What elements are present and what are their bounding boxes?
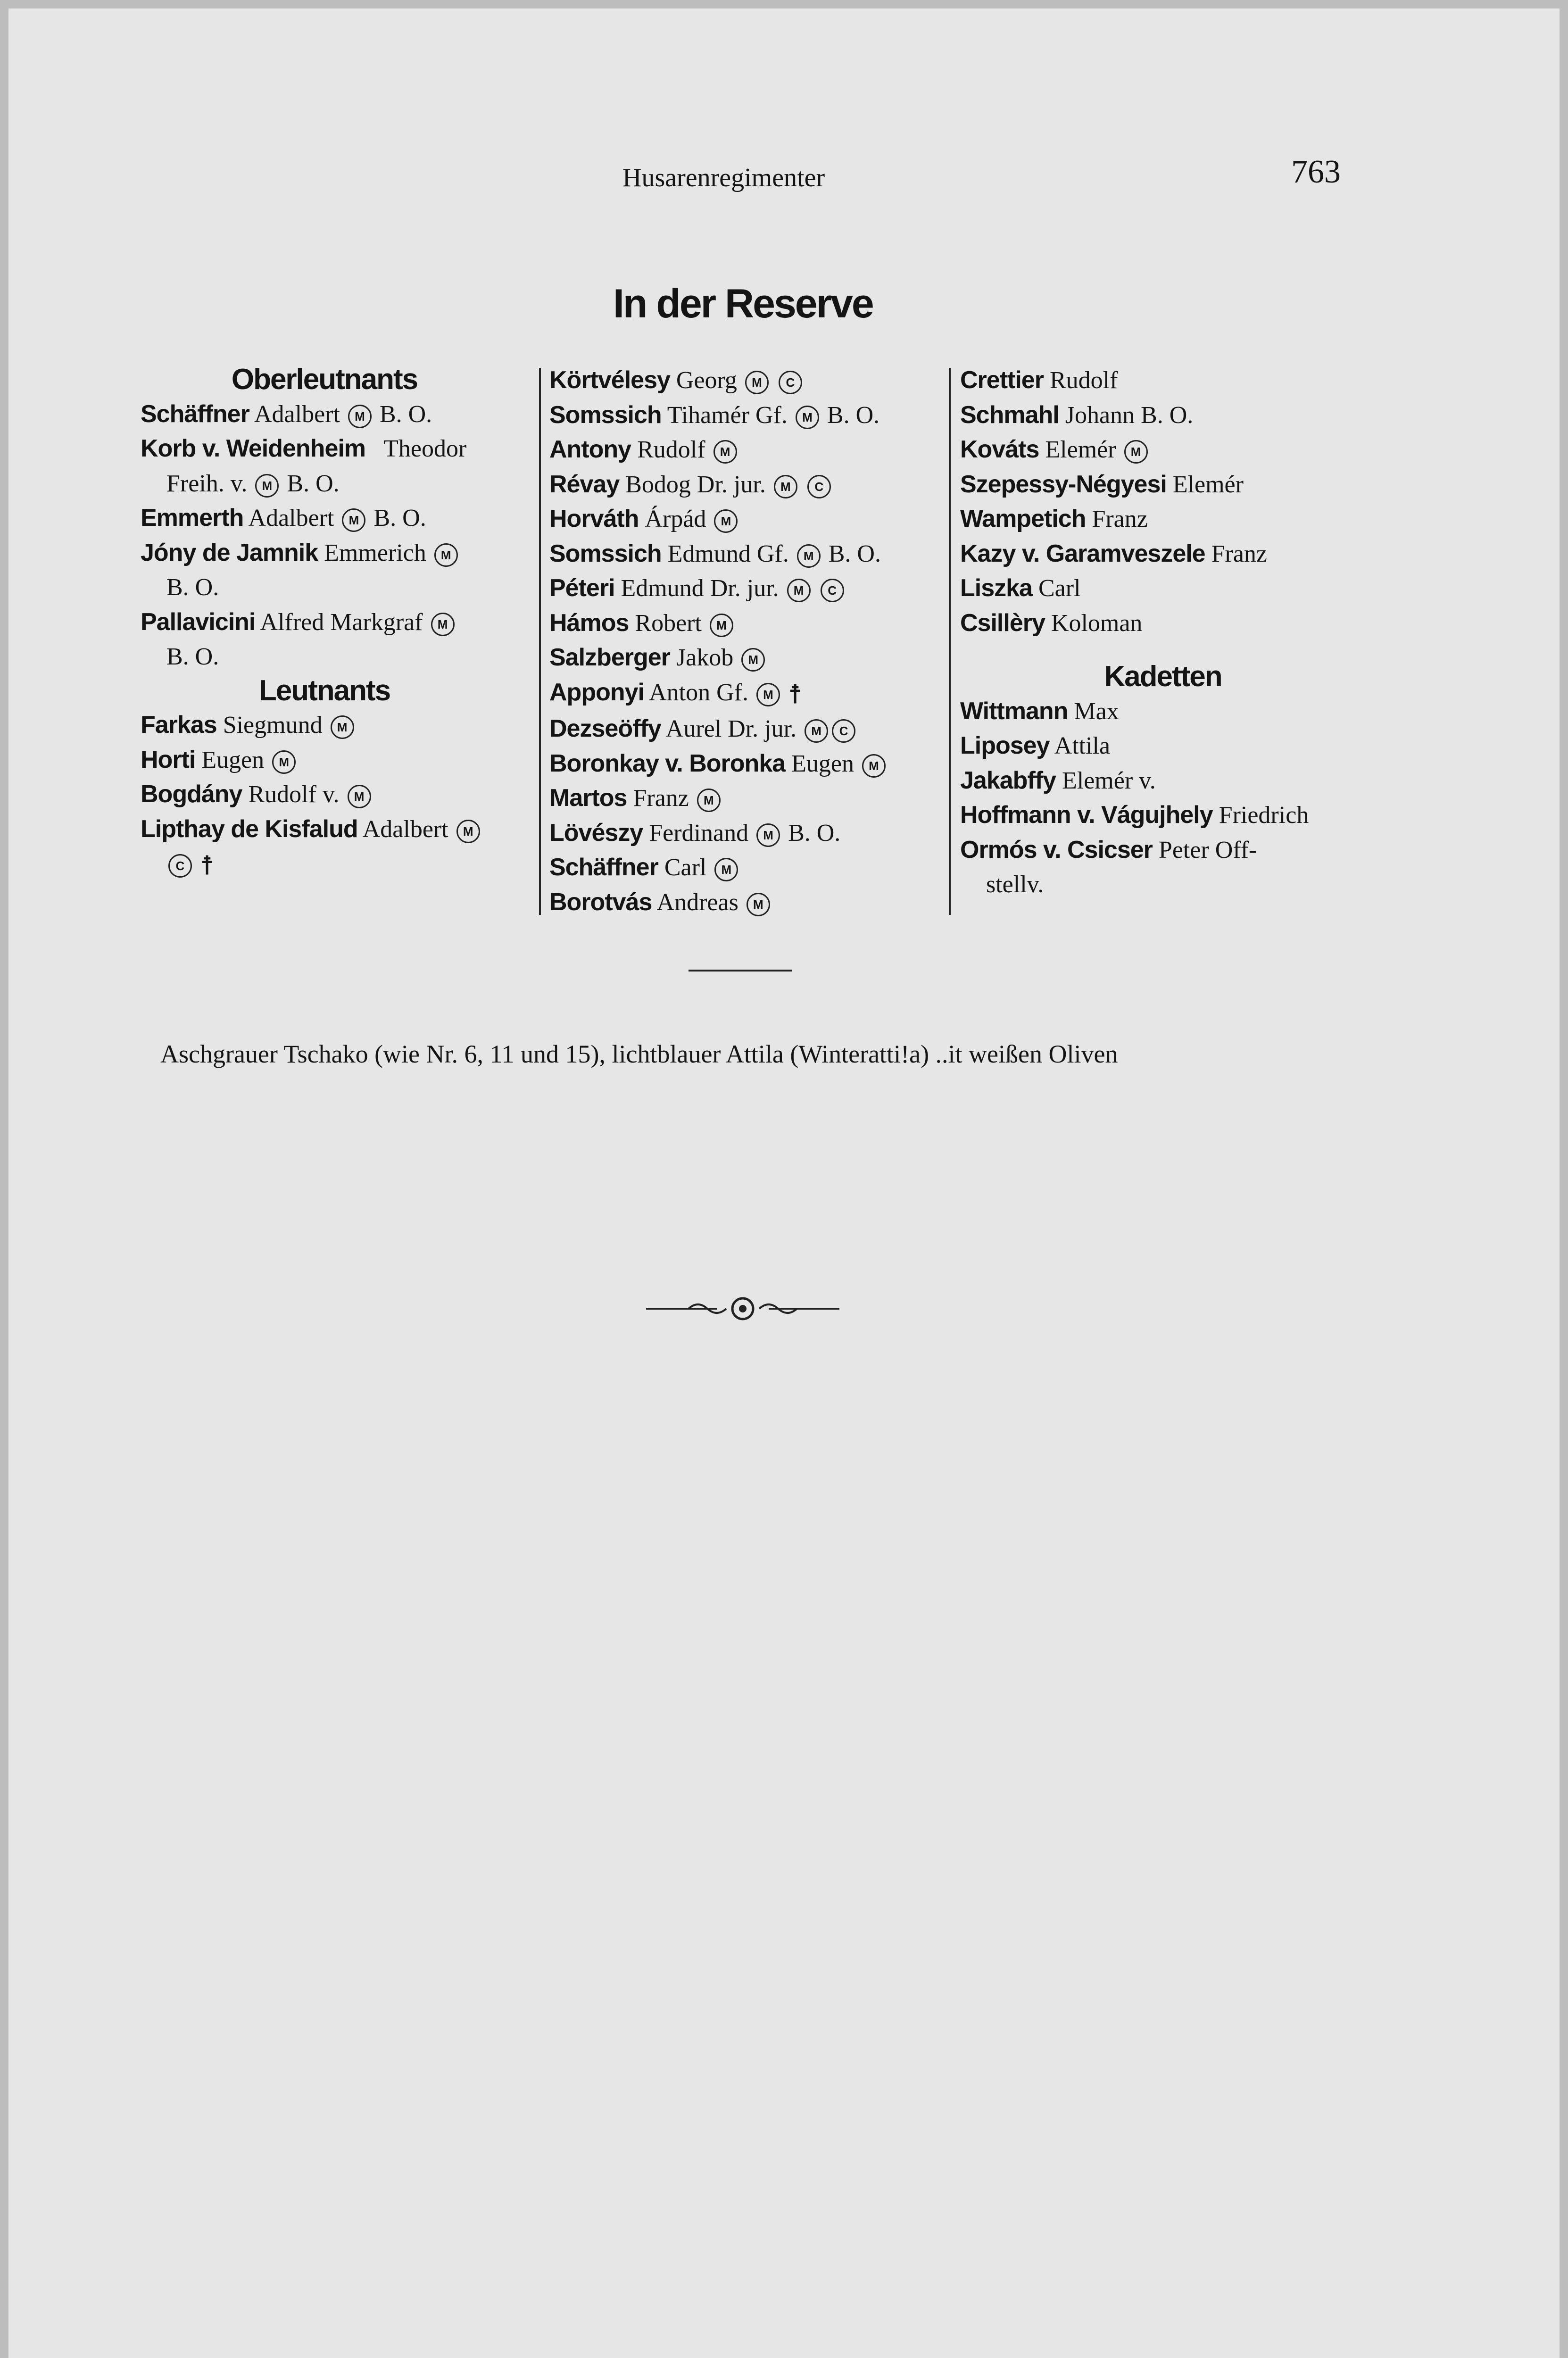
page-number: 763 <box>1291 154 1341 190</box>
column-divider-left <box>539 368 541 915</box>
list-item: Liszka Carl <box>960 574 1081 602</box>
list-item: stellv. <box>986 871 1044 898</box>
list-item: Körtvélesy Georg M C <box>549 363 941 398</box>
list-item: Antony Rudolf M <box>549 432 941 467</box>
cross-icon: ☨ <box>788 679 803 710</box>
kadetten-heading: Kadetten <box>1104 660 1222 693</box>
list-item: Somssich Edmund Gf. M B. O. <box>549 540 881 567</box>
column-officers <box>141 363 527 883</box>
list-item: Emmerth Adalbert M B. O. <box>141 504 426 531</box>
list-item: Liposey Attila <box>960 732 1111 759</box>
list-item: Péteri Edmund Dr. jur. M C <box>549 571 941 606</box>
list-item: Kováts Elemér M <box>960 432 1366 467</box>
list-item: Schäffner Adalbert M B. O. <box>141 400 432 428</box>
m-symbol-icon: M <box>805 719 828 743</box>
m-symbol-icon: M <box>756 823 780 847</box>
m-symbol-icon: M <box>255 474 279 498</box>
m-symbol-icon: M <box>714 509 738 533</box>
m-symbol-icon: M <box>796 406 819 429</box>
list-item: B. O. <box>166 643 219 670</box>
column-reserve-middle <box>549 363 941 920</box>
m-symbol-icon: M <box>456 820 480 843</box>
list-item: Horváth Árpád M <box>549 502 941 537</box>
list-item: Borotvás Andreas M <box>549 885 941 920</box>
list-item: Bogdány Rudolf v. M <box>141 777 527 812</box>
m-symbol-icon: M <box>714 858 738 881</box>
m-symbol-icon: M <box>745 371 769 394</box>
list-item: Farkas Siegmund M <box>141 708 527 743</box>
list-item: Csillèry Koloman <box>960 609 1143 637</box>
m-symbol-icon: M <box>710 614 733 637</box>
list-item: Schäffner Carl M <box>549 850 941 885</box>
list-item: Szepessy-Négyesi Elemér <box>960 470 1244 498</box>
m-symbol-icon: M <box>862 754 886 778</box>
list-item: Hámos Robert M <box>549 606 941 641</box>
list-item: Hoffmann v. Vágujhely Friedrich <box>960 801 1309 829</box>
m-symbol-icon: M <box>431 613 455 636</box>
list-item: Jakabffy Elemér v. <box>960 766 1156 794</box>
list-item: Horti Eugen M <box>141 743 527 778</box>
list-item: Kazy v. Garamveszele Franz <box>960 540 1268 567</box>
list-item: Salzberger Jakob M <box>549 640 941 675</box>
column-divider-right <box>949 368 951 915</box>
m-symbol-icon: M <box>1124 440 1148 464</box>
c-symbol-icon: C <box>821 579 844 602</box>
running-title: Husarenregimenter <box>622 163 825 192</box>
list-item: Boronkay v. Boronka Eugen M <box>549 747 941 781</box>
separator-rule <box>689 970 792 971</box>
list-item: Pallavicini Alfred Markgraf M <box>141 605 527 640</box>
uniform-description: Aschgrauer Tschako (wie Nr. 6, 11 und 15), lichtblauer Attila (Winteratti!a) ..it weißen Oliven <box>160 1040 1118 1068</box>
leutnants-heading: Leutnants <box>258 674 390 707</box>
list-item: Wampetich Franz <box>960 505 1148 532</box>
ornament-divider-icon <box>646 1292 839 1325</box>
cross-icon: ☨ <box>200 850 215 881</box>
list-item: B. O. <box>166 574 219 601</box>
list-item: Lövészy Ferdinand M B. O. <box>549 819 841 847</box>
list-item: Jóny de Jamnik Emmerich M <box>141 536 527 571</box>
list-item: Somssich Tihamér Gf. M B. O. <box>549 401 880 429</box>
list-item: Schmahl Johann B. O. <box>960 401 1194 429</box>
m-symbol-icon: M <box>747 893 770 916</box>
m-symbol-icon: M <box>434 543 458 567</box>
list-item <box>141 847 527 883</box>
list-item: Freih. v. M B. O. <box>166 470 340 497</box>
list-item: Révay Bodog Dr. jur. M C <box>549 467 941 502</box>
list-item: Ormós v. Csicser Peter Off- <box>960 836 1257 863</box>
m-symbol-icon: M <box>774 475 797 498</box>
column-reserve-right <box>960 363 1366 902</box>
list-item: Apponyi Anton Gf. M ☨ <box>549 678 803 710</box>
c-symbol-icon: C <box>832 719 855 743</box>
list-item: Martos Franz M <box>549 781 941 816</box>
oberleutnants-heading: Oberleutnants <box>231 363 418 396</box>
list-item: Dezseöffy Aurel Dr. jur. M C <box>549 712 941 747</box>
m-symbol-icon: M <box>697 789 721 812</box>
m-symbol-icon: M <box>756 683 780 706</box>
c-symbol-icon: C <box>807 475 831 498</box>
list-item: Lipthay de Kisfalud Adalbert M <box>141 812 527 847</box>
m-symbol-icon: M <box>787 579 811 602</box>
m-symbol-icon: M <box>348 785 371 808</box>
list-item: Wittmann Max <box>960 697 1119 725</box>
m-symbol-icon: M <box>331 715 354 739</box>
list-item: Korb v. Weidenheim Theodor <box>141 435 467 462</box>
c-symbol-icon: C <box>779 371 802 394</box>
m-symbol-icon: M <box>741 648 765 672</box>
section-title: In der Reserve <box>613 281 873 326</box>
m-symbol-icon: M <box>713 440 737 464</box>
list-item: Crettier Rudolf <box>960 366 1118 394</box>
m-symbol-icon: M <box>272 750 296 774</box>
m-symbol-icon: M <box>342 508 365 532</box>
m-symbol-icon: M <box>797 544 821 568</box>
m-symbol-icon: M <box>348 405 372 428</box>
c-symbol-icon: C <box>168 854 192 878</box>
